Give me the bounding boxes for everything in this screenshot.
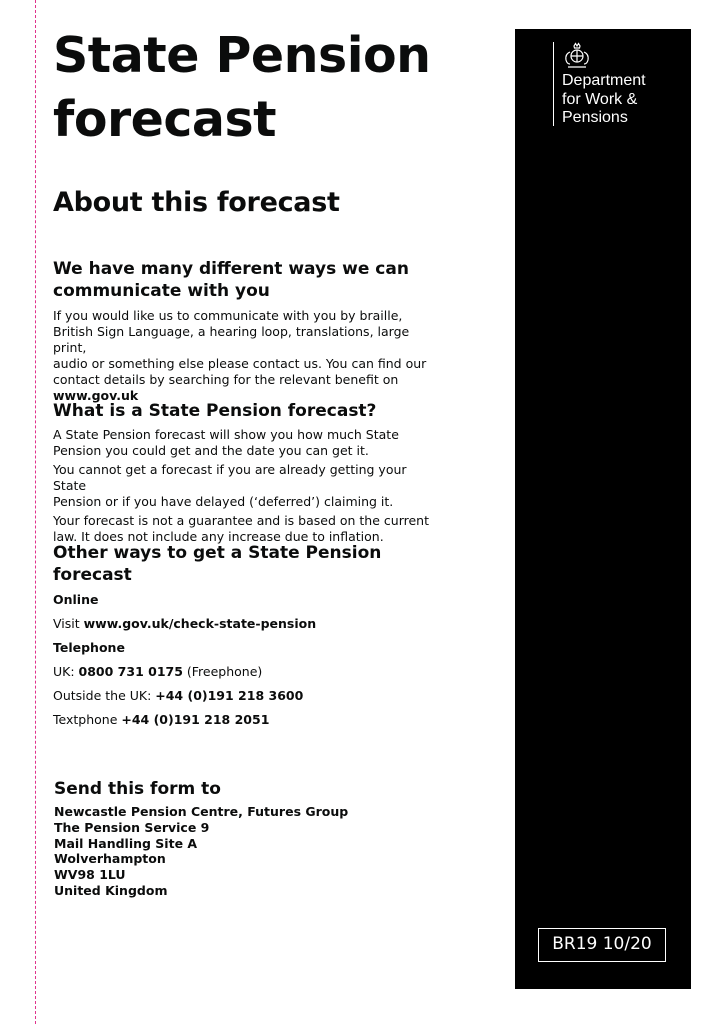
body-line: If you would like us to communicate with you by braille,: [53, 308, 403, 323]
address-line: The Pension Service 9: [54, 819, 210, 835]
form-reference: BR19 10/20: [538, 928, 666, 962]
section-what-is: [53, 400, 443, 545]
heading-line: We have many different ways we can: [53, 259, 409, 279]
body-line: Pension or if you have delayed (‘deferred’) claiming it.: [53, 494, 394, 509]
brand-line: for Work &: [562, 90, 638, 108]
textphone-line: [53, 712, 453, 728]
dwp-brand-name: [562, 72, 646, 128]
section-communicate: [53, 258, 443, 404]
body-line: You cannot get a forecast if you are already getting your State: [53, 462, 407, 493]
body-line: contact details by searching for the relevant benefit on: [53, 372, 399, 387]
body-line: law. It does not include any increase due to inflation.: [53, 529, 384, 544]
body-line: British Sign Language, a hearing loop, translations, large print,: [53, 324, 410, 355]
heading-line: communicate with you: [53, 281, 270, 301]
title-line-2: forecast: [53, 91, 277, 148]
cut-line: [35, 0, 36, 1024]
address-line: Newcastle Pension Centre, Futures Group: [54, 804, 349, 819]
section-communicate-body: [53, 308, 443, 404]
textphone-number: +44 (0)191 218 2051: [121, 712, 270, 727]
send-form-heading: Send this form to: [54, 779, 221, 799]
body-line: audio or something else please contact us. You can find our: [53, 356, 427, 371]
title-line-1: State Pension: [53, 27, 431, 84]
brand-divider: [553, 42, 554, 126]
online-label: Online: [53, 592, 99, 607]
address-line: Mail Handling Site A: [54, 835, 198, 851]
address-line: United Kingdom: [54, 882, 168, 898]
what-is-paragraph-3: [53, 513, 443, 545]
body-line: Your forecast is not a guarantee and is based on the current: [53, 513, 429, 528]
uk-phone-number: 0800 731 0175: [78, 664, 183, 679]
body-line: Pension you could get and the date you can get it.: [53, 443, 369, 458]
subtitle: About this forecast: [53, 187, 340, 218]
page-title: [53, 24, 453, 152]
address-line: Wolverhampton: [54, 851, 166, 867]
visit-prefix: Visit: [53, 616, 84, 631]
dwp-sidebar: [515, 29, 691, 989]
brand-line: Department: [562, 72, 646, 89]
outside-uk-phone-line: [53, 688, 453, 704]
section-other-ways: [53, 542, 453, 728]
section-other-ways-heading: Other ways to get a State Pension forecast: [53, 543, 382, 585]
uk-suffix: (Freephone): [182, 664, 263, 679]
textphone-prefix: Textphone: [53, 712, 122, 727]
what-is-paragraph-1: [53, 427, 443, 459]
telephone-label: Telephone: [53, 640, 125, 655]
outside-prefix: Outside the UK:: [53, 688, 156, 703]
visit-line: [53, 616, 453, 632]
section-communicate-heading: [53, 258, 443, 302]
address-line: WV98 1LU: [54, 867, 126, 883]
outside-uk-phone-number: +44 (0)191 218 3600: [155, 688, 304, 703]
uk-prefix: UK:: [53, 664, 79, 679]
brand-line: Pensions: [562, 109, 628, 126]
uk-phone-line: [53, 664, 453, 680]
section-what-is-heading: What is a State Pension forecast?: [53, 401, 377, 421]
royal-crest-icon: [561, 42, 593, 70]
what-is-paragraph-2: [53, 462, 443, 510]
govuk-link[interactable]: www.gov.uk: [53, 388, 139, 403]
check-state-pension-link[interactable]: www.gov.uk/check-state-pension: [83, 616, 317, 631]
body-line: A State Pension forecast will show you how much State: [53, 427, 399, 442]
postal-address: [54, 804, 348, 899]
